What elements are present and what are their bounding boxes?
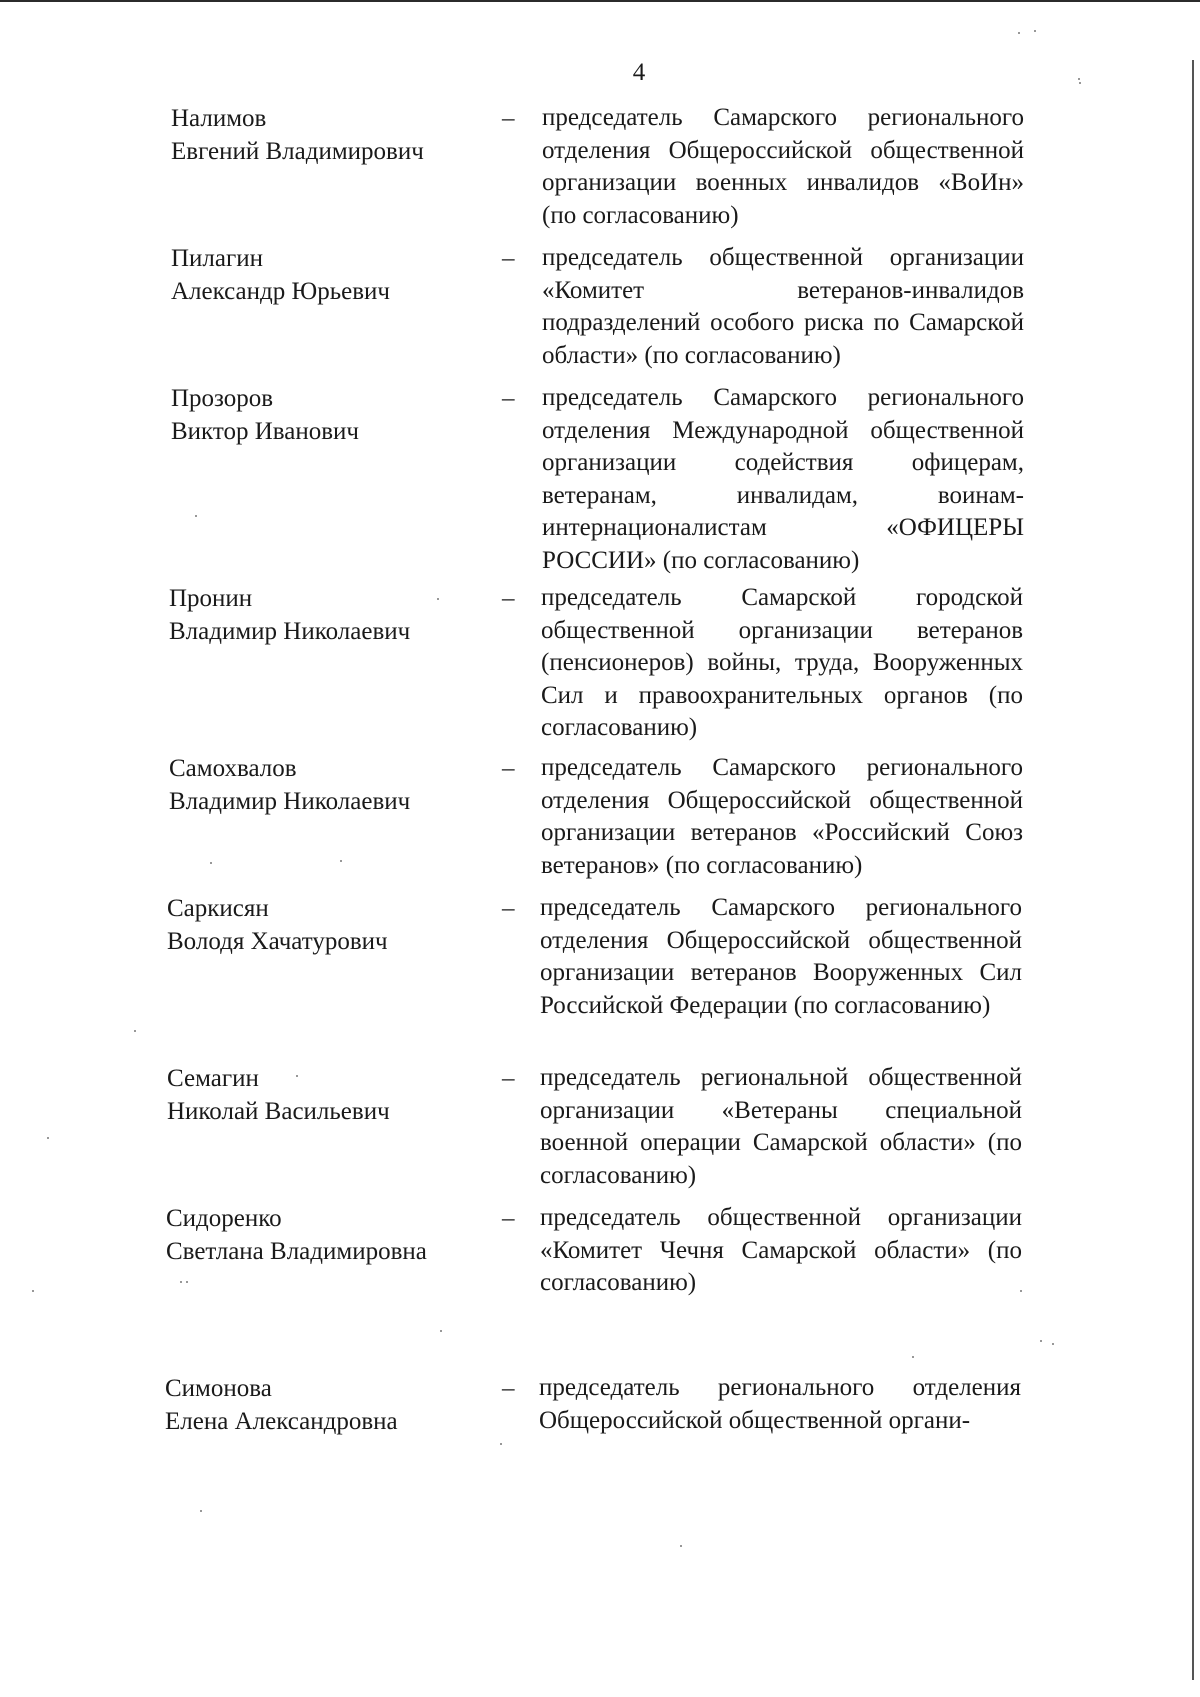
dash-separator: – [502,585,515,612]
member-surname: Сидоренко [166,1205,282,1232]
member-position: председатель общественной организации «Комитет ветеранов-инвалидов подразделений особого риска по Самарской области» (по согласованию) [542,244,1024,369]
member-position: председатель Самарской городской общественной организации ветеранов (пенсионеров) войны, труда, Вооруженных Сил и правоохранительных органов (по согласованию) [541,584,1023,741]
member-name [171,242,390,308]
scan-speck [500,1443,502,1445]
member-position: председатель регионального отделения Общероссийской общественной органи- [539,1374,1021,1434]
member-name [171,102,424,168]
scan-speck [32,1290,34,1292]
member-name [167,1062,390,1128]
scan-speck [680,1545,682,1547]
member-surname: Самохвалов [169,755,297,782]
member-given-names: Александр Юрьевич [171,278,390,305]
member-surname: Симонова [165,1375,272,1402]
scan-speck [195,515,197,517]
member-position: председатель Самарского регионального отделения Общероссийской общественной организации военных инвалидов «ВоИн» (по согласованию) [542,104,1024,229]
member-given-names: Светлана Владимировна [166,1238,427,1265]
scan-speck [340,860,342,862]
member-name [169,582,410,648]
scan-speck [440,1330,442,1332]
scan-speck [296,1075,298,1077]
member-position: председатель общественной организации «Комитет Чечня Самарской области» (по согласованию) [540,1204,1022,1296]
member-surname: Пронин [169,585,253,612]
scan-speck [47,1137,49,1139]
member-surname: Прозоров [171,385,274,412]
scan-speck [186,1281,188,1283]
scan-speck [1079,82,1081,84]
dash-separator: – [502,1065,515,1092]
dash-separator: – [502,755,515,782]
scan-speck [1020,1290,1022,1292]
page-number: 4 [632,59,646,86]
member-given-names: Елена Александровна [165,1408,398,1435]
member-given-names: Виктор Иванович [171,418,359,445]
member-given-names: Владимир Николаевич [169,618,411,645]
dash-separator: – [502,245,515,272]
member-surname: Саркисян [167,895,269,922]
member-name [169,752,410,818]
scan-speck [1040,1340,1042,1342]
member-surname: Семагин [167,1065,259,1092]
dash-separator: – [502,895,515,922]
member-name [166,1202,427,1268]
dash-separator: – [502,1375,515,1402]
scan-speck [1052,1343,1054,1345]
scan-speck [1078,78,1080,80]
dash-separator: – [502,385,515,412]
member-name [171,382,359,448]
member-given-names: Володя Хачатурович [167,928,388,955]
scan-speck [210,862,212,864]
member-position: председатель Самарского регионального отделения Общероссийской общественной организации ветеранов Вооруженных Сил Российской Федерации (по согласованию) [540,894,1022,1019]
scan-speck [437,598,439,600]
scan-speck [1018,32,1020,34]
member-given-names: Николай Васильевич [167,1098,390,1125]
scan-speck [134,1030,136,1032]
member-given-names: Евгений Владимирович [171,138,424,165]
scan-speck [1034,30,1036,32]
scan-speck [180,1281,182,1283]
scan-speck [200,1510,202,1512]
member-name [165,1372,398,1438]
member-position: председатель региональной общественной организации «Ветераны специальной военной операции Самарской области» (по согласованию) [540,1064,1022,1189]
dash-separator: – [502,105,515,132]
member-given-names: Владимир Николаевич [169,788,411,815]
dash-separator: – [502,1205,515,1232]
member-position: председатель Самарского регионального отделения Общероссийской общественной организации ветеранов «Российский Союз ветеранов» (по согласованию) [541,754,1023,879]
member-position: председатель Самарского регионального отделения Международной общественной организации содействия офицерам, ветеранам, инвалидам, воинам-интернационалистам «ОФИЦЕРЫ РОССИИ» (по согласованию) [542,384,1024,574]
member-name [167,892,388,958]
scan-speck [912,1356,914,1358]
scan-right-edge [1192,60,1194,1680]
member-surname: Налимов [171,105,267,132]
member-surname: Пилагин [171,245,264,272]
scan-top-border [0,0,1200,2]
